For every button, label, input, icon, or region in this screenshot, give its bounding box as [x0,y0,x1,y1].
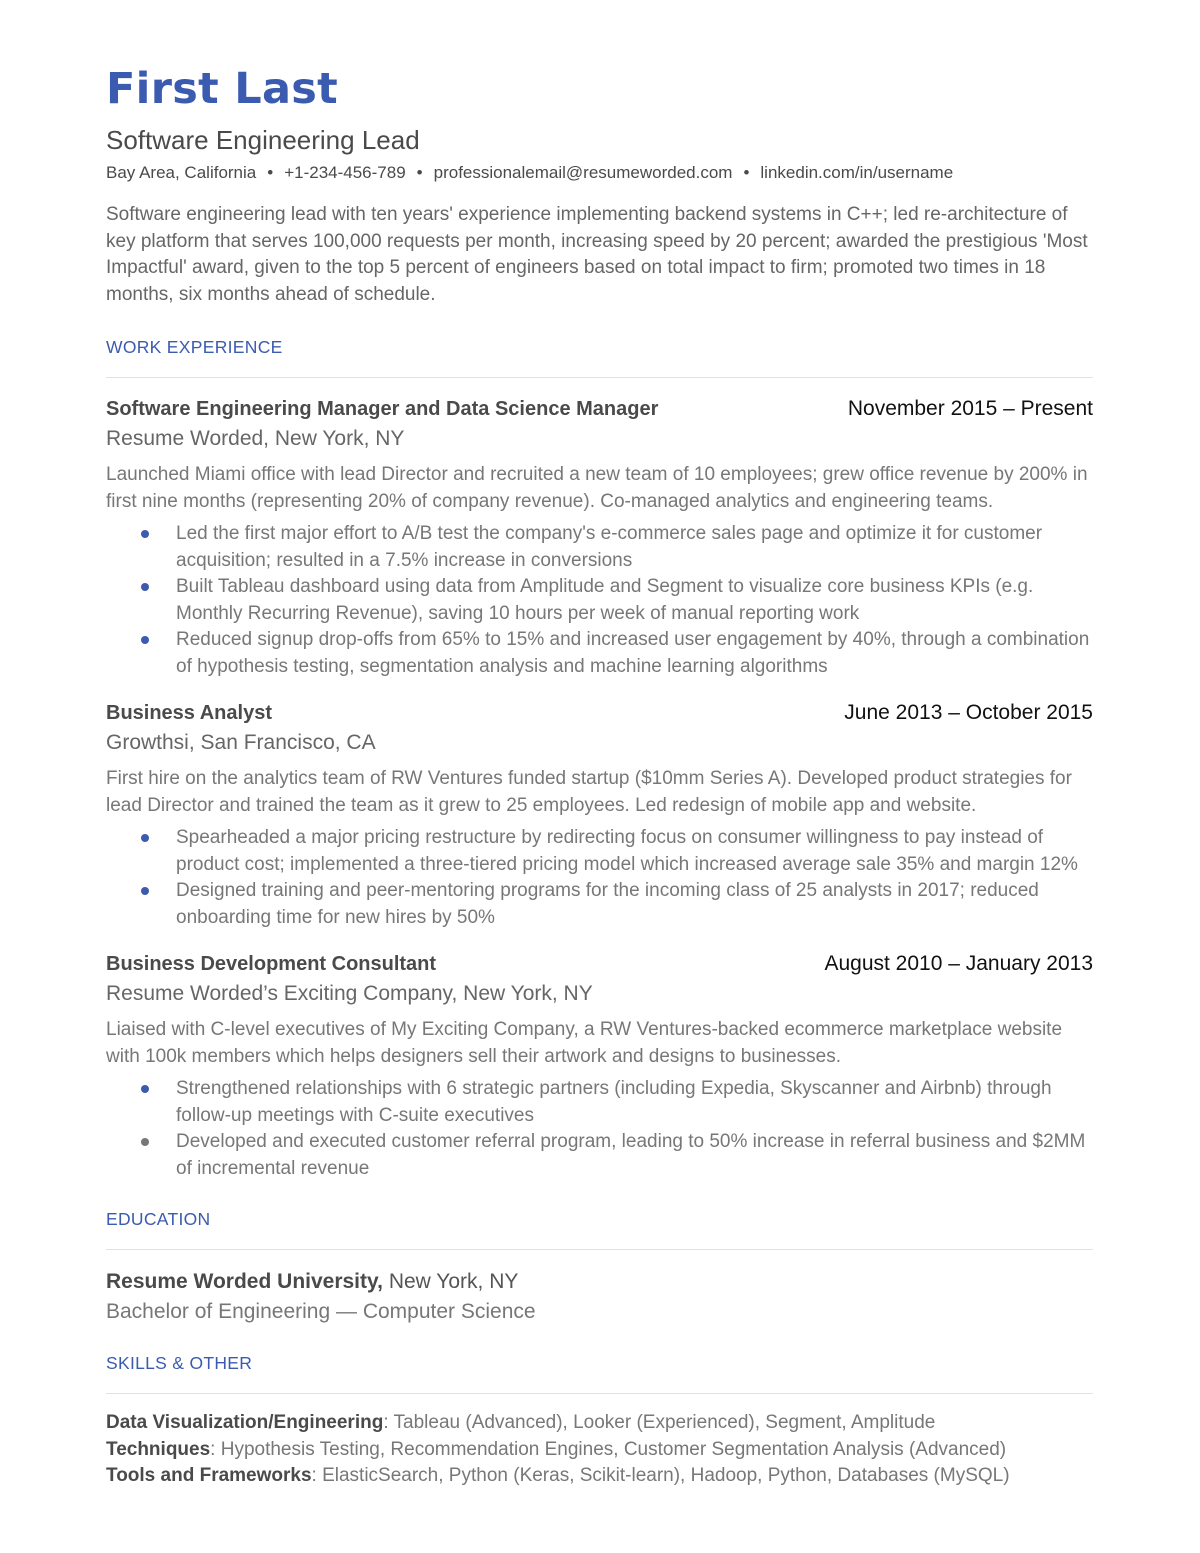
job-dates: June 2013 – October 2015 [844,701,1093,724]
job-header [106,951,1093,977]
skills-heading: SKILLS & OTHER [106,1353,253,1373]
bullet-icon [141,1138,149,1146]
skill-value: : Hypothesis Testing, Recommendation Engines, Customer Segmentation Analysis (Advanced) [210,1438,1007,1460]
bullet-icon [141,530,149,538]
skill-label: Techniques [106,1438,211,1460]
list-item [106,825,1093,878]
candidate-name: First Last [106,64,339,114]
section-divider [106,377,1093,378]
bullet-text: Built Tableau dashboard using data from Amplitude and Segment to visualize core business KPIs (e.g. Monthly Recurring Revenue), saving 10 hours per week of manual reporting work [176,576,1034,624]
bullet-text: Led the first major effort to A/B test the company's e-commerce sales page and optimize it for customer acquisition; resulted in a 7.5% increase in conversions [176,523,1043,571]
education-school [106,1268,1093,1296]
contact-location: Bay Area, California [106,163,257,182]
bullet-text: Developed and executed customer referral program, leading to 50% increase in referral business and $2MM of incremental revenue [176,1131,1086,1179]
contact-separator: • [267,163,274,182]
bullet-icon [141,583,149,591]
job-bullets [106,1076,1093,1182]
skill-row [106,1410,1093,1437]
job-description: First hire on the analytics team of RW Ventures funded startup ($10mm Series A). Developed product strategies for lead Director and trained the team as it grew to 25 employees. Led redesign of mobile app and website. [106,768,1072,816]
list-item [106,878,1093,931]
bullet-text: Spearheaded a major pricing restructure by redirecting focus on consumer willingness to pay instead of product cost; implemented a three-tiered pricing model which increased average sale 35% and margin 12% [176,827,1078,875]
list-item [106,574,1093,627]
section-divider [106,1393,1093,1394]
bullet-text: Designed training and peer-mentoring programs for the incoming class of 25 analysts in 2017; reduced onboarding time for new hires by 50% [176,880,1039,928]
job-header [106,700,1093,726]
contact-separator: • [743,163,750,182]
job-header [106,396,1093,422]
contact-separator: • [416,163,423,182]
education-degree: Bachelor of Engineering — Computer Science [106,1300,536,1323]
resume-page [106,62,1093,1490]
candidate-role: Software Engineering Lead [106,125,420,155]
job-title: Business Analyst [106,702,272,724]
bullet-text: Strengthened relationships with 6 strategic partners (including Expedia, Skyscanner and Airbnb) through follow-up meetings with C-suite executives [176,1078,1052,1126]
skill-value: : ElasticSearch, Python (Keras, Scikit-learn), Hadoop, Python, Databases (MySQL) [311,1465,1010,1486]
job-dates: August 2010 – January 2013 [824,952,1093,975]
contact-email: professionalemail@resumeworded.com [433,163,733,182]
skills-list [106,1410,1093,1490]
skill-label: Tools and Frameworks [106,1465,312,1486]
job-company: Resume Worded, New York, NY [106,427,405,450]
bullet-text: Reduced signup drop-offs from 65% to 15% and increased user engagement by 40%, through a combination of hypothesis testing, segmentation analysis and machine learning algorithms [176,629,1090,677]
list-item [106,521,1093,574]
job-bullets [106,521,1093,680]
contact-phone: +1-234-456-789 [284,163,406,182]
job-company: Growthsi, San Francisco, CA [106,731,376,754]
job-entry [106,396,1093,680]
job-dates: November 2015 – Present [847,397,1093,420]
education-heading: EDUCATION [106,1209,211,1229]
list-item [106,627,1093,680]
contact-linkedin: linkedin.com/in/username [760,163,954,182]
bullet-icon [141,834,149,842]
skill-value: : Tableau (Advanced), Looker (Experienced), Segment, Amplitude [383,1412,936,1433]
job-company: Resume Worded’s Exciting Company, New York, NY [106,982,593,1005]
list-item [106,1076,1093,1129]
section-divider [106,1249,1093,1250]
job-bullets [106,825,1093,931]
summary-paragraph: Software engineering lead with ten years' experience implementing backend systems in C++; led re-architecture of key platform that serves 100,000 requests per month, increasing speed by 20 percent; awarded the prestigious 'Most Impactful' award, given to the top 5 percent of engineers based on total impact to firm; promoted two times in 18 months, six months ahead of schedule. [106,204,1088,305]
job-entry [106,951,1093,1182]
skill-row [106,1437,1093,1464]
bullet-icon [141,887,149,895]
bullet-icon [141,1085,149,1093]
contact-line [106,162,1093,184]
school-name: Resume Worded University, [106,1270,383,1293]
job-description: Liaised with C-level executives of My Exciting Company, a RW Ventures-backed ecommerce marketplace website with 100k members which helps designers sell their artwork and designs to businesses. [106,1019,1063,1067]
job-title: Software Engineering Manager and Data Science Manager [106,398,659,420]
bullet-icon [141,636,149,644]
job-title: Business Development Consultant [106,953,437,975]
job-entry [106,700,1093,931]
skill-row [106,1463,1093,1490]
work-experience-heading: WORK EXPERIENCE [106,337,283,357]
job-description: Launched Miami office with lead Director and recruited a new team of 10 employees; grew office revenue by 200% in first nine months (representing 20% of company revenue). Co-managed analytics and engineering teams. [106,464,1088,512]
list-item [106,1129,1093,1182]
school-location: New York, NY [388,1270,519,1293]
skill-label: Data Visualization/Engineering [106,1412,384,1433]
